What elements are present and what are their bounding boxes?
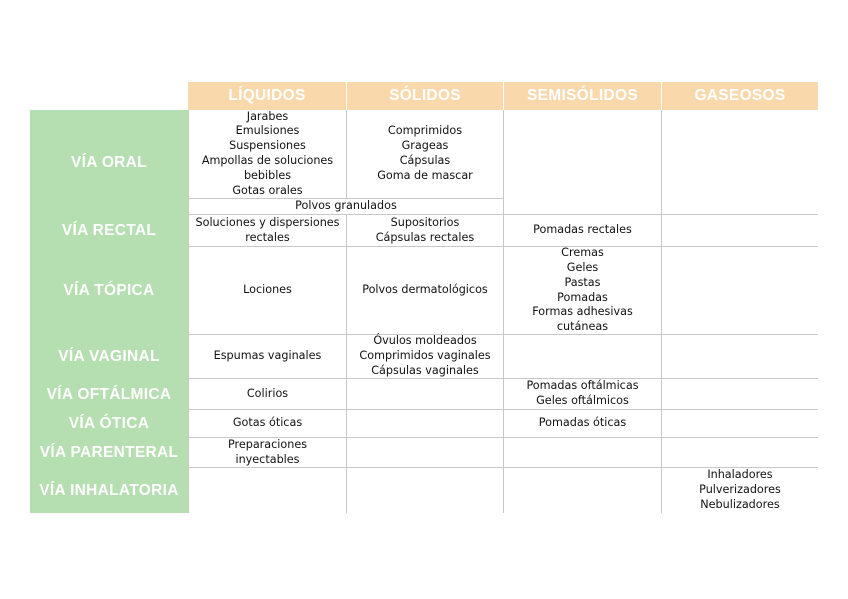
- cell-inhalatoria-solidos: [346, 468, 503, 513]
- route-rectal: VÍA RECTAL: [30, 215, 188, 247]
- cell-parenteral-liquidos: [188, 438, 346, 468]
- cell-line: Ampollas de soluciones: [201, 154, 334, 167]
- cell-topica-gaseosos: [661, 247, 818, 335]
- header-solidos: SÓLIDOS: [346, 82, 503, 110]
- cell-rectal-gaseosos: [661, 215, 818, 247]
- cell-oral-polvos: Polvos granulados: [188, 199, 503, 215]
- cell-line: Cremas: [561, 246, 604, 260]
- cell-topica-semisolidos: [503, 247, 661, 335]
- cell-line: Gotas orales: [232, 183, 303, 197]
- cell-parenteral-gaseosos: [661, 438, 818, 468]
- cell-line: Suspensiones: [229, 139, 306, 153]
- cell-oftalmica-solidos: [346, 379, 503, 410]
- cell-vaginal-gaseosos: [661, 335, 818, 379]
- cell-rectal-solidos: [346, 215, 503, 247]
- cell-line: Emulsiones: [235, 124, 300, 138]
- route-oftalmica: VÍA OFTÁLMICA: [30, 379, 188, 410]
- cell-line: Jarabes: [246, 109, 289, 123]
- cell-line: Nebulizadores: [700, 497, 780, 511]
- cell-vaginal-semisolidos: [503, 335, 661, 379]
- cell-line: Formas adhesivas: [532, 305, 633, 319]
- cell-line: Cápsulas vaginales: [371, 363, 479, 377]
- cell-oral-solidos: [346, 110, 503, 199]
- cell-otica-semisolidos: Pomadas óticas: [503, 410, 661, 438]
- header-semisolidos: SEMISÓLIDOS: [503, 82, 661, 110]
- cell-line: bebibles: [243, 168, 292, 182]
- cell-line: Comprimidos vaginales: [359, 349, 491, 363]
- cell-oftalmica-gaseosos: [661, 379, 818, 410]
- cell-parenteral-semisolidos: [503, 438, 661, 468]
- cell-oral-semisolidos: [503, 110, 661, 215]
- cell-parenteral-solidos: [346, 438, 503, 468]
- cell-rectal-semisolidos: Pomadas rectales: [503, 215, 661, 247]
- cell-line: Goma de mascar: [377, 168, 473, 182]
- route-otica: VÍA ÓTICA: [30, 410, 188, 438]
- cell-oftalmica-semisolidos: [503, 379, 661, 410]
- cell-oral-gaseosos: [661, 110, 818, 215]
- cell-topica-solidos: Polvos dermatológicos: [346, 247, 503, 335]
- header-liquidos: LÍQUIDOS: [188, 82, 346, 110]
- cell-line: Inhaladores: [707, 468, 773, 482]
- route-oral: VÍA ORAL: [30, 110, 188, 215]
- cell-line: Pastas: [564, 275, 601, 289]
- cell-line: Supositorios: [390, 215, 460, 229]
- cell-line: Cápsulas: [399, 154, 451, 167]
- route-topica: VÍA TÓPICA: [30, 247, 188, 335]
- cell-line: Comprimidos: [387, 124, 463, 138]
- route-inhalatoria: VÍA INHALATORIA: [30, 468, 188, 513]
- table-corner: [30, 82, 188, 110]
- cell-oral-liquidos: [188, 110, 346, 199]
- cell-line: Preparaciones: [227, 437, 308, 451]
- route-vaginal: VÍA VAGINAL: [30, 335, 188, 379]
- cell-otica-liquidos: Gotas óticas: [188, 410, 346, 438]
- cell-inhalatoria-liquidos: [188, 468, 346, 513]
- cell-line: cutáneas: [556, 320, 609, 334]
- cell-rectal-liquidos: [188, 215, 346, 247]
- cell-vaginal-liquidos: Espumas vaginales: [188, 335, 346, 379]
- cell-topica-liquidos: Lociones: [188, 247, 346, 335]
- cell-line: Pomadas oftálmicas: [526, 379, 639, 393]
- cell-line: inyectables: [235, 452, 300, 466]
- cell-line: Soluciones y dispersiones: [195, 215, 340, 229]
- cell-line: Geles oftálmicos: [536, 394, 629, 407]
- cell-line: Cápsulas rectales: [375, 230, 475, 244]
- cell-line: rectales: [245, 230, 290, 244]
- cell-otica-solidos: [346, 410, 503, 438]
- cell-line: Óvulos moldeados: [373, 334, 477, 348]
- cell-inhalatoria-semisolidos: [503, 468, 661, 513]
- cell-vaginal-solidos: [346, 335, 503, 379]
- dosage-forms-table: [30, 82, 818, 513]
- cell-line: Pulverizadores: [699, 483, 781, 497]
- header-gaseosos: GASEOSOS: [661, 82, 818, 110]
- cell-inhalatoria-gaseosos: [661, 468, 818, 513]
- cell-oftalmica-liquidos: Colirios: [188, 379, 346, 410]
- cell-otica-gaseosos: [661, 410, 818, 438]
- cell-line: Grageas: [401, 139, 449, 153]
- route-parenteral: VÍA PARENTERAL: [30, 438, 188, 468]
- cell-line: Geles: [566, 260, 599, 274]
- cell-line: Pomadas: [557, 290, 608, 304]
